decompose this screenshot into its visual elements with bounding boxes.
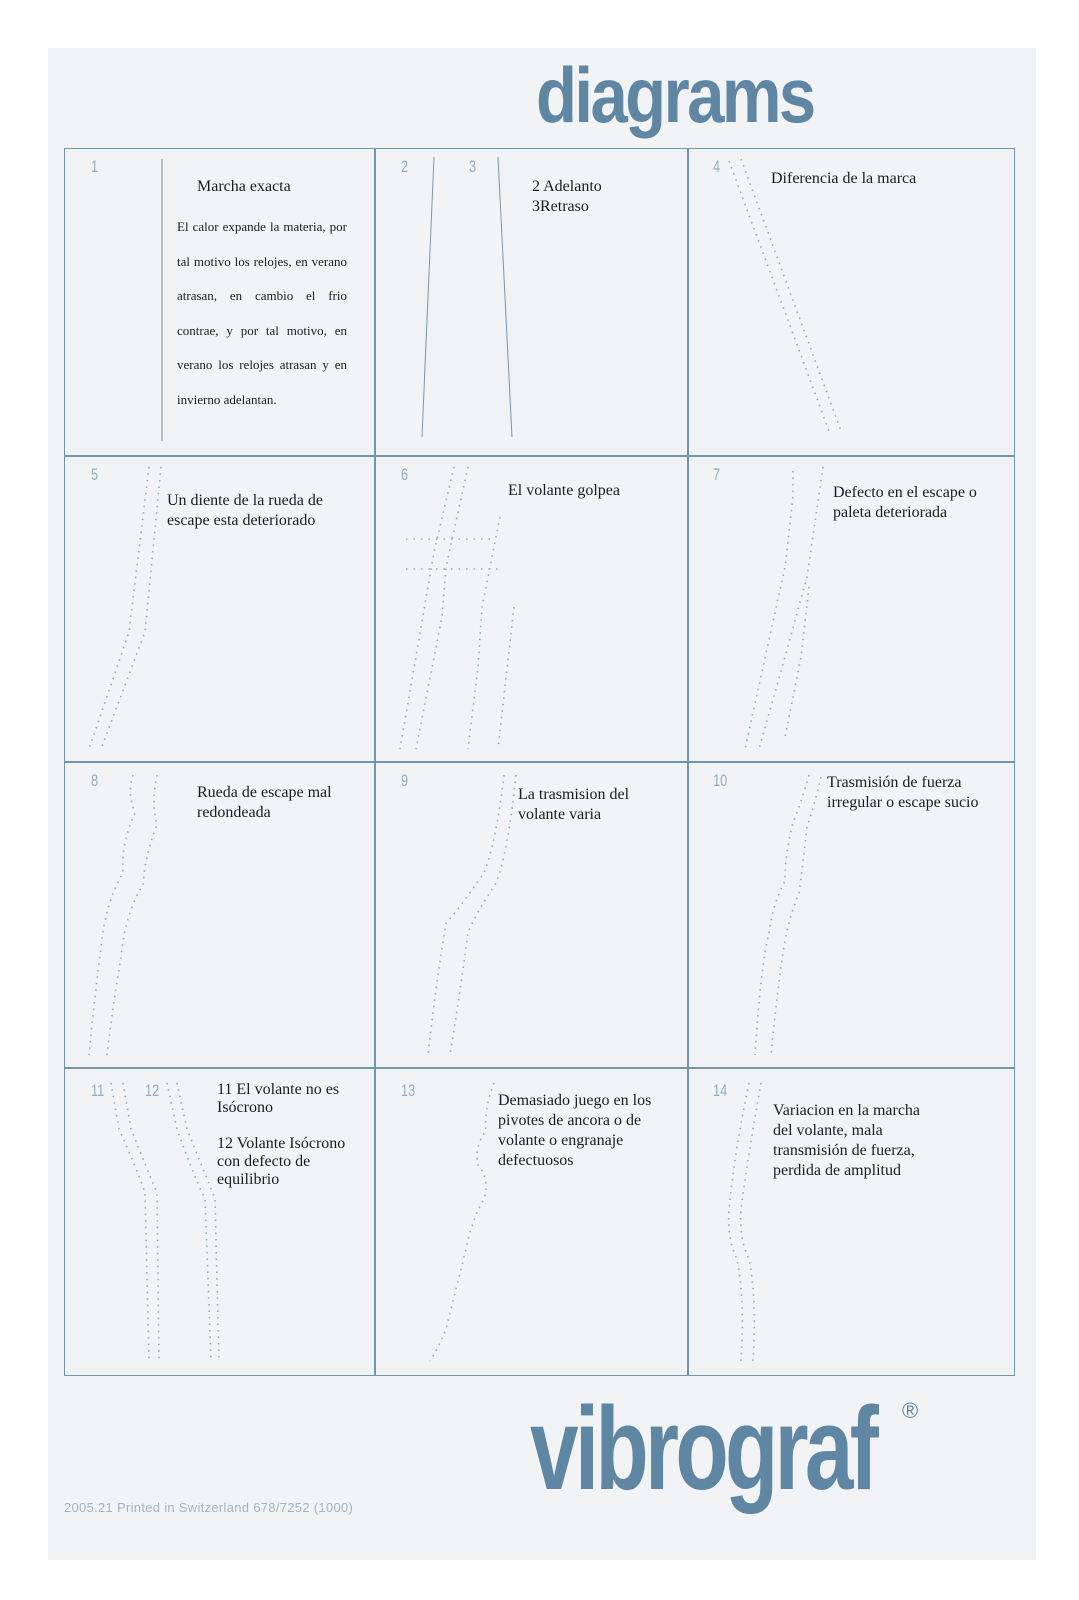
diagram-number: 6 [401,465,409,484]
diagram-number-11: 11 [91,1081,105,1100]
diagram-caption: El volante golpea [508,482,620,499]
diagram-caption: Un diente de la rueda de escape esta deteriorado [167,492,323,529]
diagram-caption: Variacion en la marcha del volante, mala transmisión de fuerza, perdida de amplitud [773,1102,921,1179]
diagram-number-2: 2 [401,157,409,176]
diagram-number: 5 [91,465,99,484]
diagram-caption: Trasmisión de fuerza irregular o escape sucio [827,774,979,811]
diagram-cell-1 [64,148,375,456]
diagram-cell-9 [375,762,688,1068]
diagram-number: 8 [91,771,99,790]
diagram-number: 14 [713,1081,728,1100]
diagram-cell-2-3 [375,148,688,456]
diagram-caption: Defecto en el escape o paleta deteriorada [833,484,977,521]
diagram-title: Marcha exacta [197,178,291,195]
trace-dotted-group [376,457,689,763]
diagram-number: 13 [401,1081,416,1100]
diagram-number: 10 [713,771,728,790]
diagram-cell-8 [64,762,375,1068]
diagram-caption: Diferencia de la marca [771,170,917,187]
diagram-caption-line2: 3Retraso [532,198,589,215]
diagram-caption: La trasmision del volante varia [518,786,630,823]
diagram-caption: Demasiado juego en los pivotes de ancora o de volante o engranaje defectuosos [498,1092,652,1169]
diagram-caption: Rueda de escape mal redondeada [197,784,332,821]
diagram-cell-7 [688,456,1015,762]
diagram-cell-6 [375,456,688,762]
diagram-cell-13 [375,1068,688,1376]
diagram-cell-10 [688,762,1015,1068]
diagrams-heading: diagrams [536,51,814,139]
diagram-caption-12: 12 Volante Isócrono con defecto de equilibrio [217,1135,346,1188]
diagram-grid [64,148,1015,1400]
diagram-cell-4 [688,148,1015,456]
diagram-cell-11-12 [64,1068,375,1376]
diagram-number-3: 3 [469,157,477,176]
trace-dotted-pair [689,149,1016,457]
vibrograf-logo: vibrograf [530,1383,876,1515]
diagram-cell-5 [64,456,375,762]
diagram-number: 9 [401,771,409,790]
diagram-number: 7 [713,465,721,484]
diagram-number: 1 [91,157,99,176]
diagram-number: 4 [713,157,721,176]
diagram-description: El calor expande la materia, por tal motivo los relojes, en verano atrasan, en cambio el frio contrae, y por tal motivo, en verano los relojes atrasan y en invierno adelantan. [177,219,347,407]
registered-mark: ® [902,1398,919,1423]
print-imprint: 2005.21 Printed in Switzerland 678/7252 (1000) [64,1500,354,1515]
diagram-cell-14 [688,1068,1015,1376]
diagram-caption-11: 11 El volante no es Isócrono [217,1081,340,1116]
diagram-number-12: 12 [145,1081,160,1100]
diagram-caption-line1: 2 Adelanto [532,178,602,195]
